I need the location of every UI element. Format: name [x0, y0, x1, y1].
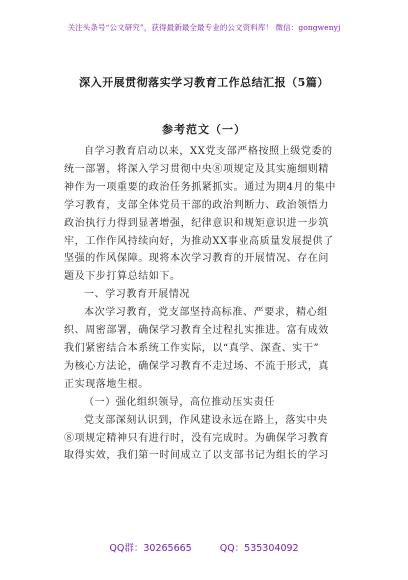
paragraph-line: 织、周密部署，确保学习教育全过程扎实推进。富有成效: [64, 325, 329, 337]
paragraph-line: 自学习教育启动以来，XX党支部严格按照上级党委的: [84, 146, 333, 157]
paragraph-line: 学习教育，支部全体党员干部的政治判断力、政治领悟力: [64, 199, 329, 211]
header-banner: 关注头条号“公文研究”，获得最新最全最专业的公文资料库！ 微信：gongwenyj: [67, 23, 341, 32]
section-title: 参考范文（一）: [162, 123, 246, 136]
paragraph-line: 牢，工作作风持续向好，为推动XX事业高质量发展提供了: [64, 235, 334, 247]
paragraph-line: 政治执行力得到显著增强，纪律意识和规矩意识进一步筑: [64, 217, 329, 229]
paragraph-line: 题及下步打算总结如下。: [64, 271, 181, 283]
paragraph-line: 取得实效，我们第一时间成立了以支部书记为组长的学习: [64, 450, 329, 462]
paragraph-line: 我们紧密结合本系统工作实际，以“真学、深查、实干”: [64, 342, 320, 354]
footer-qq-group: QQ群：30265665: [109, 543, 192, 554]
footer-qq: QQ：535304092: [219, 543, 299, 554]
paragraph-line: 正实现落地生根。: [64, 378, 149, 390]
subheading-line: （一）强化组织领导，高位推动压实责任: [84, 396, 275, 408]
document-title: 深入开展贯彻落实学习教育工作总结汇报（5篇）: [79, 76, 329, 89]
paragraph-line: 党支部深刻认识到，作风建设永远在路上，落实中央: [84, 414, 328, 426]
footer-contact: [0, 540, 408, 554]
paragraph-line: 坚强的作风保障。现将本次学习教育的开展情况、存在问: [64, 253, 329, 265]
document-body: [64, 143, 360, 465]
paragraph-line: 为核心方法论，确保学习教育不走过场、不流于形式，真: [64, 360, 329, 372]
paragraph-line: ⑧项规定精神只有进行时，没有完成时。为确保学习教育: [64, 432, 329, 444]
heading-line: 一、学习教育开展情况: [84, 289, 190, 301]
paragraph-line: 统一部署，将深入学习贯彻中央⑧项规定及其实施细则精: [64, 163, 329, 175]
paragraph-line: 本次学习教育，党支部坚持高标准、严要求，精心组: [84, 307, 328, 319]
paragraph-line: 神作为一项重要的政治任务抓紧抓实。通过为期4月的集中: [64, 181, 336, 193]
